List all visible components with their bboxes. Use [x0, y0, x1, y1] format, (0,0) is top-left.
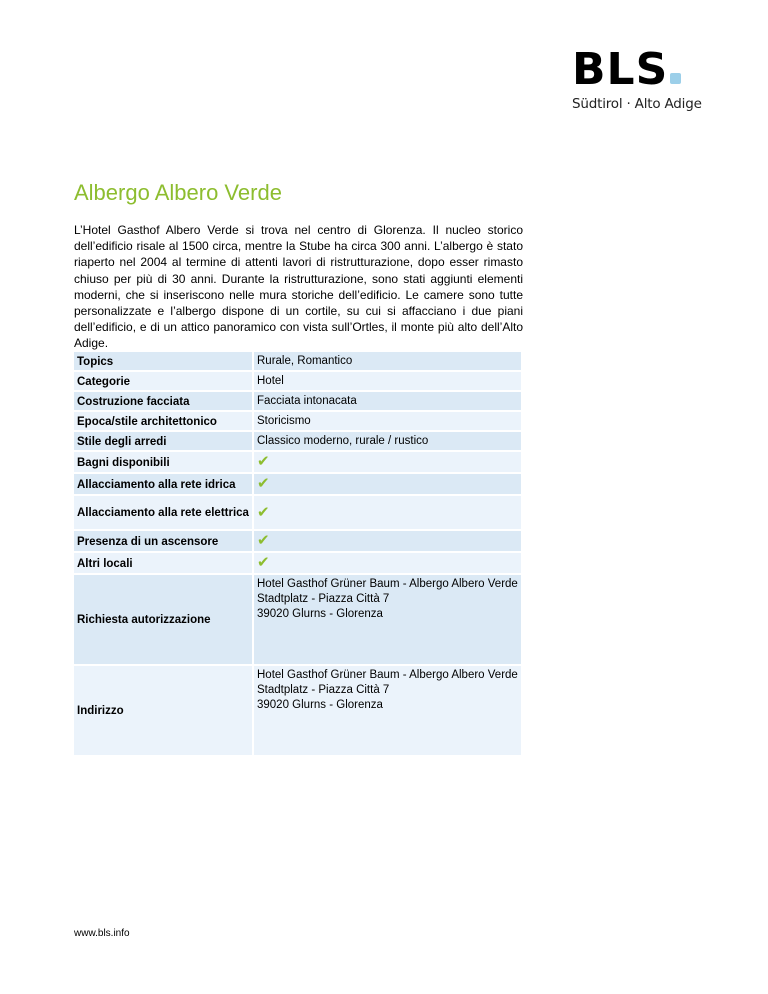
table-row	[74, 412, 523, 430]
row-value: Facciata intonacata	[254, 392, 523, 410]
table-row	[74, 392, 523, 410]
address-line: Hotel Gasthof Grüner Baum - Albergo Albero Verde	[257, 578, 518, 590]
address-block	[254, 666, 523, 755]
logo-dot	[670, 73, 681, 84]
page-title: Albergo Albero Verde	[74, 180, 282, 205]
bls-logo	[572, 44, 702, 112]
table-row	[74, 666, 523, 755]
table-row	[74, 553, 523, 573]
checkmark-icon: ✔	[257, 531, 270, 549]
table-row	[74, 372, 523, 390]
address-line: Stadtplatz - Piazza Città 7	[257, 684, 390, 696]
row-label: Richiesta autorizzazione	[74, 575, 254, 664]
row-value: Classico moderno, rurale / rustico	[254, 432, 523, 450]
row-label: Costruzione facciata	[74, 392, 254, 410]
row-label: Stile degli arredi	[74, 432, 254, 450]
address-line: 39020 Glurns - Glorenza	[257, 608, 383, 620]
row-label: Bagni disponibili	[74, 452, 254, 472]
table-row	[74, 575, 523, 664]
footer-url[interactable]: www.bls.info	[74, 928, 130, 939]
row-label: Allacciamento alla rete idrica	[74, 474, 254, 494]
table-row	[74, 432, 523, 450]
address-line: Hotel Gasthof Grüner Baum - Albergo Albero Verde	[257, 669, 518, 681]
table-row	[74, 496, 523, 529]
row-label: Epoca/stile architettonico	[74, 412, 254, 430]
logo-subtitle: Südtirol · Alto Adige	[572, 96, 702, 112]
row-value: Storicismo	[254, 412, 523, 430]
row-value: Rurale, Romantico	[254, 352, 523, 370]
table-row	[74, 474, 523, 494]
row-label: Categorie	[74, 372, 254, 390]
address-block	[254, 575, 523, 664]
checkmark-icon: ✔	[257, 553, 270, 571]
table-row	[74, 352, 523, 370]
intro-paragraph: L’Hotel Gasthof Albero Verde si trova nel centro di Glorenza. Il nucleo storico dell’edificio risale al 1500 circa, mentre la Stube ha circa 300 anni. L’albergo è stato riaperto nel 2004 al termine di attenti lavori di ristrutturazione, dopo esser rimasto chiuso per più di 30 anni. Durante la ristrutturazione, sono stati aggiunti elementi moderni, che si inseriscono nelle mura storiche dell’edificio. Le camere sono tutte personalizzate e l’albergo dispone di un cortile, su cui si affacciano i due piani dell’edificio, e di un attico panoramico con vista sull’Ortles, il monte più alto dell’Alto Adige.	[74, 223, 523, 351]
checkmark-icon: ✔	[257, 502, 270, 521]
row-label: Altri locali	[74, 553, 254, 573]
logo-mark: BLS	[572, 48, 696, 92]
address-line: 39020 Glurns - Glorenza	[257, 699, 383, 711]
address-line: Stadtplatz - Piazza Città 7	[257, 593, 390, 605]
row-label: Topics	[74, 352, 254, 370]
row-label: Allacciamento alla rete elettrica	[74, 496, 254, 529]
table-row	[74, 452, 523, 472]
table-row	[74, 531, 523, 551]
row-label: Presenza di un ascensore	[74, 531, 254, 551]
checkmark-icon: ✔	[257, 474, 270, 492]
info-table	[74, 350, 523, 757]
checkmark-icon: ✔	[257, 452, 270, 470]
row-label: Indirizzo	[74, 666, 254, 755]
row-value: Hotel	[254, 372, 523, 390]
